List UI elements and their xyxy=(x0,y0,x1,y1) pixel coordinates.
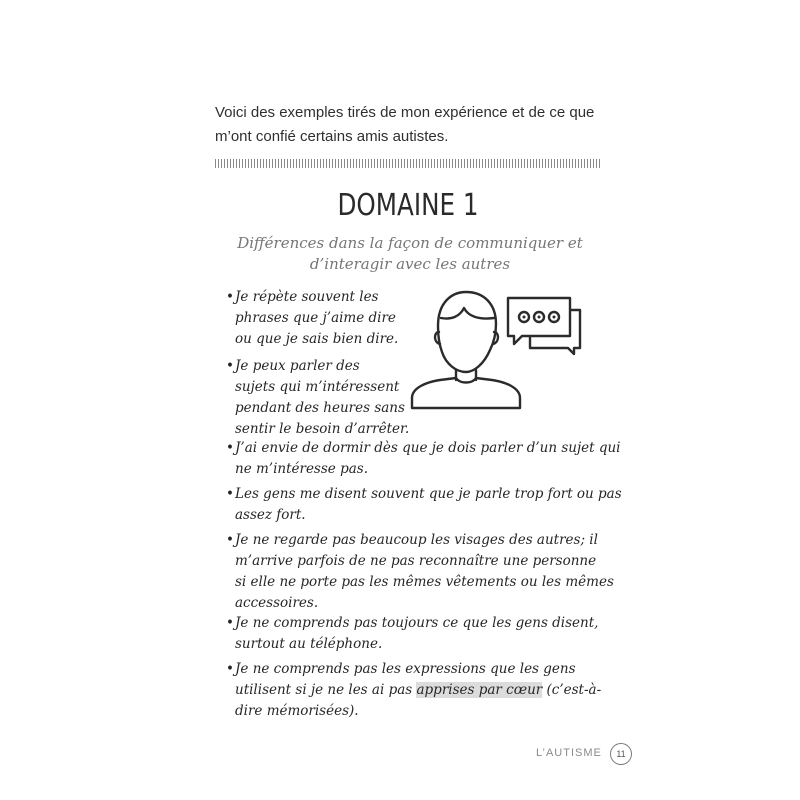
list-item-line: surtout au téléphone. xyxy=(235,636,383,652)
dotted-separator xyxy=(215,159,601,168)
list-item-line: ne m’intéresse pas. xyxy=(235,461,368,477)
list-item-line xyxy=(235,680,601,701)
bubble-dot-center xyxy=(523,316,526,319)
running-title: L’AUTISME xyxy=(536,747,602,759)
shoulders xyxy=(412,378,520,408)
line-text: utilisent si je ne les ai pas xyxy=(235,682,417,698)
list-item xyxy=(226,287,398,350)
list-item-line: pendant des heures sans xyxy=(235,400,405,416)
list-item-line: assez fort. xyxy=(235,507,306,523)
list-item-line: Je peux parler des xyxy=(235,358,360,374)
domain-subtitle xyxy=(225,233,595,275)
page-number: 11 xyxy=(610,743,632,765)
list-item xyxy=(226,438,621,480)
bubble-dot-center xyxy=(538,316,541,319)
highlighted-phrase: apprises par cœur xyxy=(416,682,543,698)
list-item-line: m’arrive parfois de ne pas reconnaître une personne xyxy=(235,553,597,569)
list-item xyxy=(226,356,409,440)
list-item xyxy=(226,613,598,655)
bubble-dot-center xyxy=(553,316,556,319)
head-outline xyxy=(438,292,496,372)
subtitle-line-1: Différences dans la façon de communiquer et xyxy=(237,234,583,252)
line-text: (c’est-à- xyxy=(542,682,602,698)
list-item xyxy=(226,484,622,526)
list-item-line: J’ai envie de dormir dès que je dois parler d’un sujet qui xyxy=(235,440,621,456)
list-item-line: sentir le besoin d’arrêter. xyxy=(235,421,410,437)
bullet-dot: • xyxy=(226,358,234,374)
list-item-line: Je ne comprends pas les expressions que les gens xyxy=(235,661,576,677)
list-item-line: ou que je sais bien dire. xyxy=(235,331,399,347)
list-item-line: dire mémorisées). xyxy=(235,703,359,719)
list-item-line: sujets qui m’intéressent xyxy=(235,379,400,395)
domain-title: DOMAINE 1 xyxy=(337,188,479,223)
list-item xyxy=(226,530,614,614)
bullet-dot: • xyxy=(226,615,234,631)
hair-line xyxy=(441,308,494,319)
list-item xyxy=(226,659,601,722)
list-item-line: Je ne regarde pas beaucoup les visages des autres; il xyxy=(235,532,598,548)
list-item-line: Je ne comprends pas toujours ce que les gens disent, xyxy=(235,615,599,631)
bullet-dot: • xyxy=(226,532,234,548)
bullet-dot: • xyxy=(226,486,234,502)
list-item-line: Les gens me disent souvent que je parle trop fort ou pas xyxy=(235,486,622,502)
list-item-line: Je répète souvent les xyxy=(235,289,379,305)
bullet-dot: • xyxy=(226,440,234,456)
list-item-line: si elle ne porte pas les mêmes vêtements ou les mêmes xyxy=(235,574,614,590)
subtitle-line-2: d’interagir avec les autres xyxy=(309,255,511,273)
person-speech-bubbles-icon xyxy=(404,288,584,413)
list-item-line: phrases que j’aime dire xyxy=(235,310,396,326)
intro-paragraph: Voici des exemples tirés de mon expérience et de ce que m’ont confié certains amis autistes. xyxy=(215,104,595,145)
bullet-dot: • xyxy=(226,661,234,677)
bullet-dot: • xyxy=(226,289,234,305)
list-item-line: accessoires. xyxy=(235,595,319,611)
